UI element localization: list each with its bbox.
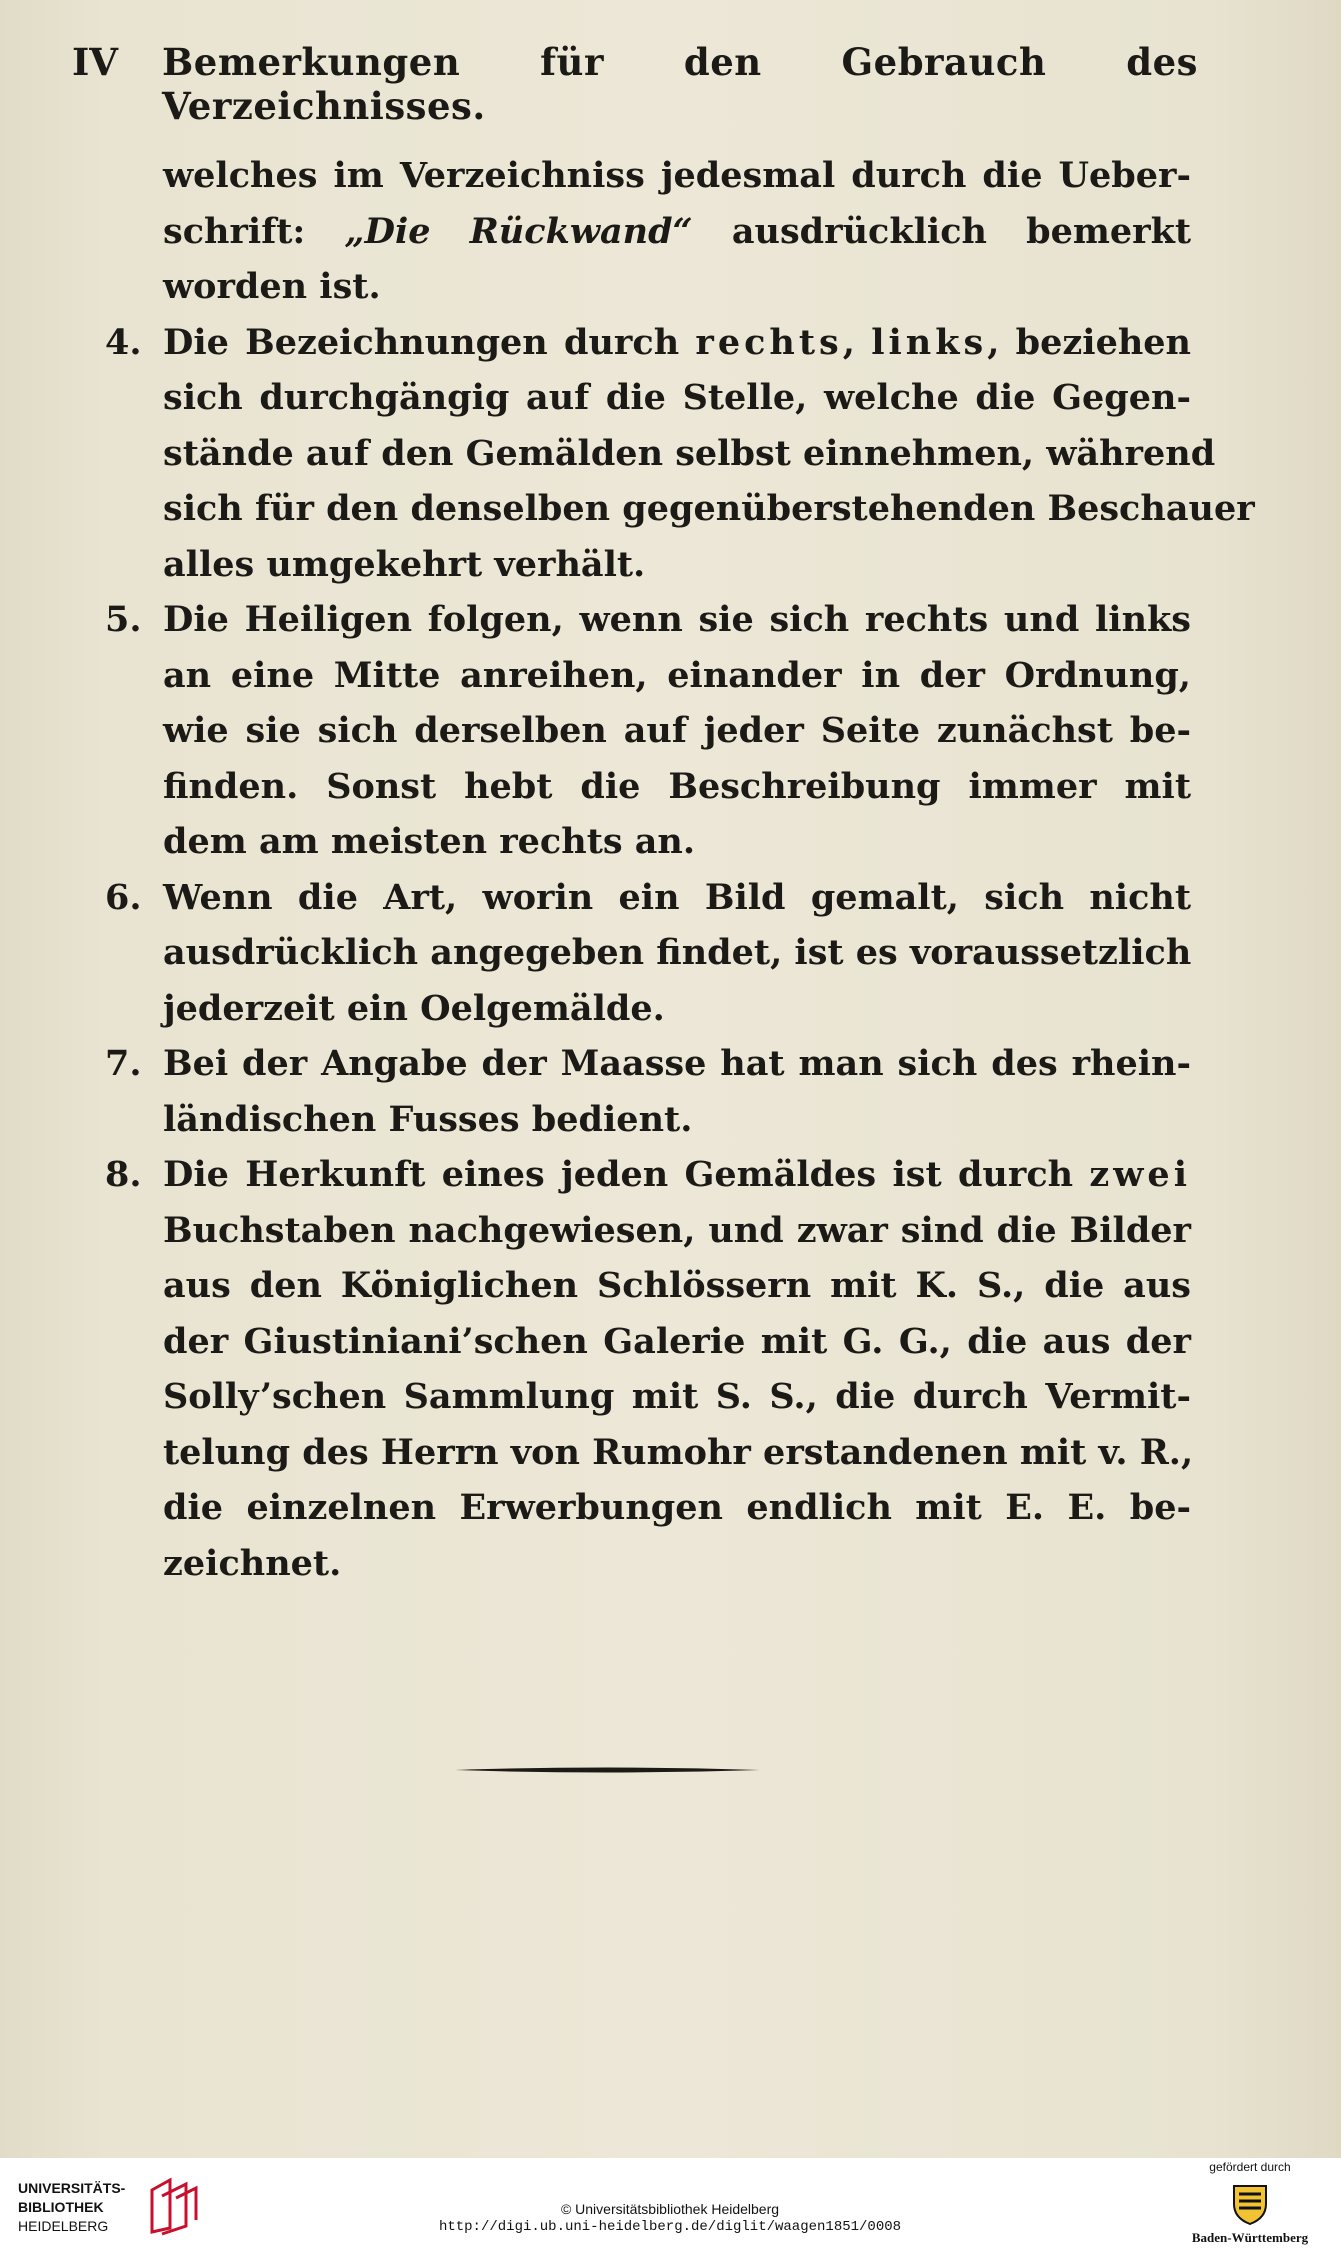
text-line: Solly’schen Sammlung mit S. S., die durch Vermit- xyxy=(163,1376,1191,1417)
text-line: der Giustiniani’schen Galerie mit G. G., die aus der xyxy=(163,1320,1191,1362)
spaced-word: zwei xyxy=(1089,1154,1191,1195)
library-emblem-icon xyxy=(148,2176,200,2236)
library-logo-line: BIBLIOTHEK xyxy=(18,2199,104,2215)
text-line: alles umgekehrt verhält. xyxy=(163,543,646,585)
text-line: ausdrücklich angegeben findet, ist es voraussetzlich xyxy=(163,932,1192,973)
spaced-word: rechts xyxy=(695,321,843,363)
copyright-notice: © Universitätsbibliothek Heidelberg xyxy=(560,2201,780,2217)
text-line: die einzelnen Erwerbungen endlich mit E. E. be- xyxy=(163,1487,1191,1528)
text-line: jederzeit ein Oelgemälde. xyxy=(163,987,665,1029)
paragraph-5 xyxy=(105,592,1191,870)
paragraph-number: 4. xyxy=(105,321,142,363)
text-line: an eine Mitte anreihen, einander in der Ordnung, xyxy=(163,654,1191,696)
permalink-url[interactable]: http://digi.ub.uni-heidelberg.de/diglit/waagen1851/0008 xyxy=(438,2219,902,2235)
text-line: sich für den denselben gegenüberstehenden Beschauer xyxy=(163,488,1255,529)
ghost-line xyxy=(120,1590,1200,1644)
text-line: Die Bezeichnungen durch rechts, links, beziehen xyxy=(163,321,1191,363)
library-logo-line: HEIDELBERG xyxy=(18,2218,109,2234)
text-line: Buchstaben nachgewiesen, und zwar sind die Bilder xyxy=(163,1209,1191,1251)
text-fragment: schrift: xyxy=(163,210,345,252)
coat-of-arms-icon xyxy=(1230,2182,1270,2226)
running-title: Bemerkungen für den Gebrauch des Verzeichnisses. xyxy=(162,40,1198,128)
spaced-word: links xyxy=(871,321,988,363)
paragraph-6 xyxy=(105,870,1191,1037)
paragraph-number: 8. xyxy=(105,1154,142,1195)
paragraph-7 xyxy=(105,1036,1191,1147)
text-line: wie sie sich derselben auf jeder Seite zunächst be- xyxy=(163,710,1191,751)
italic-phrase: „Die Rückwand“ xyxy=(344,210,693,252)
funded-by-label: gefördert durch xyxy=(1209,2160,1291,2174)
paragraph-number: 6. xyxy=(105,876,142,918)
text-line: stände auf den Gemälden selbst einnehmen, während xyxy=(163,432,1216,474)
paragraph-number: 5. xyxy=(105,599,142,640)
text-line: welches im Verzeichniss jedesmal durch die Ueber- xyxy=(163,155,1191,196)
page-number: IV xyxy=(72,40,119,84)
sponsor-logo[interactable] xyxy=(1175,2160,1325,2248)
funder-name: Baden-Württemberg xyxy=(1191,2230,1309,2245)
text-line: Die Herkunft eines jeden Gemäldes ist durch zwei xyxy=(163,1154,1191,1195)
text-line: dem am meisten rechts an. xyxy=(163,821,696,862)
paragraph-number: 7. xyxy=(105,1043,142,1084)
text-line: ländischen Fusses bedient. xyxy=(163,1098,693,1140)
text-line: finden. Sonst hebt die Beschreibung immer mit xyxy=(163,765,1191,807)
text-line: sich durchgängig auf die Stelle, welche die Gegen- xyxy=(163,377,1191,418)
page-header xyxy=(72,40,1198,128)
text-line: Wenn die Art, worin ein Bild gemalt, sich nicht xyxy=(163,876,1191,918)
body-text xyxy=(105,148,1255,1591)
text-line: Die Heiligen folgen, wenn sie sich rechts und links xyxy=(163,599,1191,640)
library-logo-line: UNIVERSITÄTS- xyxy=(18,2180,126,2196)
text-line xyxy=(163,204,1191,260)
library-logo[interactable] xyxy=(18,2168,208,2238)
text-fragment: ausdrücklich bemerkt xyxy=(692,210,1192,252)
text-line: aus den Königlichen Schlössern mit K. S., die aus xyxy=(163,1265,1191,1306)
text-line: telung des Herrn von Rumohr erstandenen mit v. R., xyxy=(163,1431,1194,1473)
continuation-paragraph xyxy=(105,148,1191,315)
text-line: Bei der Angabe der Maasse hat man sich des rhein- xyxy=(163,1043,1191,1084)
show-through-text xyxy=(120,1590,1200,1644)
credits xyxy=(400,2200,940,2236)
paragraph-4 xyxy=(105,315,1255,593)
paragraph-8 xyxy=(105,1147,1194,1591)
text-line: worden ist. xyxy=(163,266,381,307)
section-divider xyxy=(455,1765,760,1775)
text-line: zeichnet. xyxy=(163,1542,342,1584)
